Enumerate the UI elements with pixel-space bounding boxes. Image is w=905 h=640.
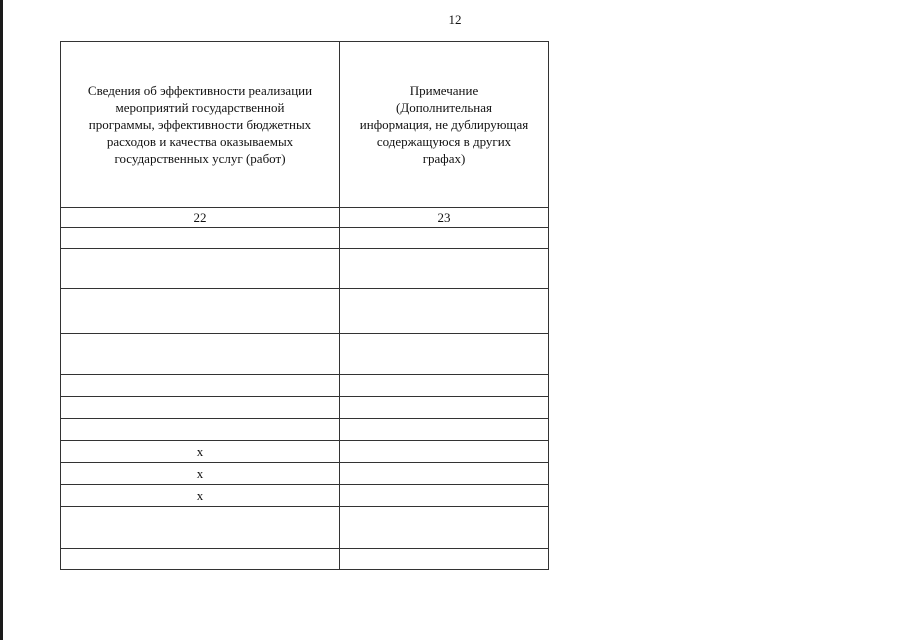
table-cell [61,397,340,419]
table-cell [61,375,340,397]
table-cell [61,507,340,549]
column-number-22: 22 [61,208,340,228]
table-cell [61,549,340,570]
table-cell [340,375,549,397]
header-note-text: Примечание (Дополнительная информация, не дублирующая содержащуюся в других графах) [359,83,529,166]
header-row [61,42,549,208]
column-number-23: 23 [340,208,549,228]
table-row [61,507,549,549]
table-row [61,334,549,375]
table-cell [340,441,549,463]
table-cell: x [61,463,340,485]
header-efficiency-text: Сведения об эффективности реализации мероприятий государственной программы, эффективности бюджетных расходов и качества оказываемых государственных услуг (работ) [87,83,313,166]
table-cell [340,397,549,419]
table-row [61,228,549,249]
table-row [61,249,549,289]
table-row [61,397,549,419]
table-cell [61,334,340,375]
table-cell: x [61,485,340,507]
table-cell: x [61,441,340,463]
table-cell [340,228,549,249]
page-number: 12 [448,12,462,27]
table-cell [340,463,549,485]
table-cell [340,334,549,375]
table-row [61,419,549,441]
table-row [61,289,549,334]
table-cell [340,249,549,289]
table-row [61,485,549,507]
table-row [61,549,549,570]
table-row [61,375,549,397]
table-cell [61,419,340,441]
table-cell [61,289,340,334]
table-cell [340,549,549,570]
table-cell [340,419,549,441]
header-cell-note [340,42,549,208]
table-row [61,441,549,463]
table-cell [340,485,549,507]
table-cell [340,507,549,549]
table-row [61,463,549,485]
column-number-row [61,208,549,228]
report-table [60,41,549,570]
scan-left-edge [0,0,3,640]
table-cell [340,289,549,334]
table-cell [61,228,340,249]
table-cell [61,249,340,289]
header-cell-efficiency [61,42,340,208]
